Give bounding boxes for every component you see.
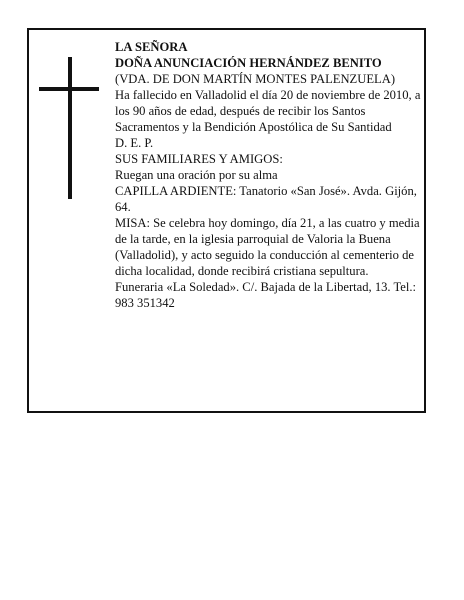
rip-text: D. E. P. xyxy=(115,136,154,150)
funeral-home-info: Funeraria «La Soledad». C/. Bajada de la Libertad, 13. Tel.: 983 351342 xyxy=(115,280,417,310)
deceased-name: DOÑA ANUNCIACIÓN HERNÁNDEZ BENITO xyxy=(115,56,382,70)
family-heading: SUS FAMILIARES Y AMIGOS: xyxy=(115,152,283,166)
cross-horizontal-bar xyxy=(39,87,99,91)
obituary-text xyxy=(115,39,423,311)
heading-title: LA SEÑORA xyxy=(115,40,188,54)
death-notice: Ha fallecido en Valladolid el día 20 de noviembre de 2010, a los 90 años de edad, después de recibir los Santos Sacramentos y la Bendición Apostólica de Su Santidad xyxy=(115,88,421,134)
cross-vertical-bar xyxy=(68,57,72,199)
prayer-request: Ruegan una oración por su alma xyxy=(115,168,278,182)
mass-info: MISA: Se celebra hoy domingo, día 21, a las cuatro y media de la tarde, en la iglesia parroquial de Valoria la Buena (Valladolid), y acto seguido la conducción al cementerio de dicha localidad, donde recibirá cristiana sepultura. xyxy=(115,216,420,278)
widow-of: (VDA. DE DON MARTÍN MONTES PALENZUELA) xyxy=(115,72,396,86)
chapel-info: CAPILLA ARDIENTE: Tanatorio «San José». Avda. Gijón, 64. xyxy=(115,184,417,214)
obituary-notice xyxy=(27,28,426,413)
